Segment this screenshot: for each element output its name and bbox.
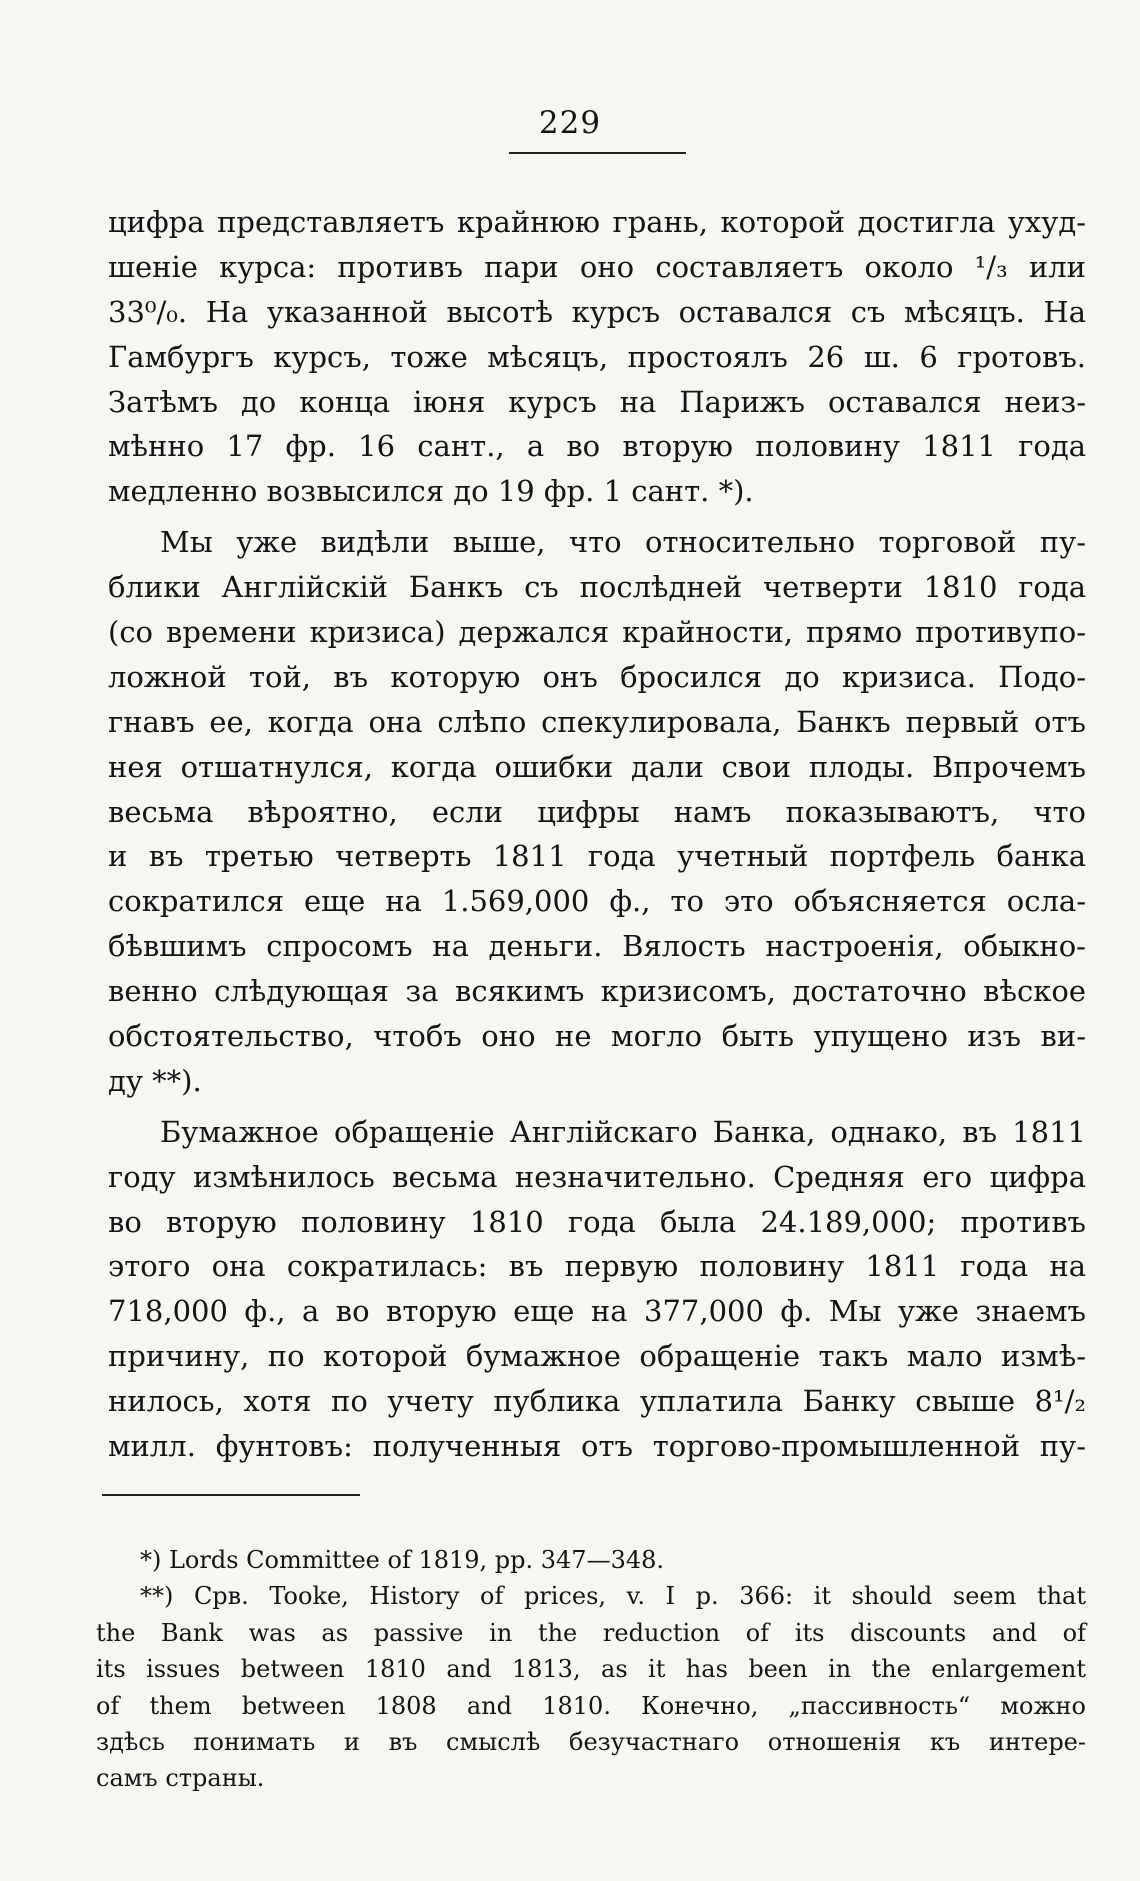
- text-line: ду **).: [108, 1063, 202, 1098]
- footnote-line: здѣсь понимать и въ смыслѣ безучастнаго отношенія къ интере-: [96, 1727, 1086, 1756]
- text-line: 33⁰/₀. На указанной высотѣ курсъ оставался съ мѣсяцъ. На: [108, 294, 1086, 329]
- text-line: 718,000 ф., а во вторую еще на 377,000 ф. Мы уже знаемъ: [108, 1294, 1086, 1329]
- footnote-line: *) Lords Committee of 1819, pp. 347—348.: [140, 1546, 665, 1574]
- text-line: году измѣнилось весьма незначительно. Средняя его цифра: [108, 1159, 1086, 1194]
- footnote-line: самъ страны.: [96, 1764, 265, 1793]
- footnote-line: the Bank was as passive in the reduction of its discounts and of: [96, 1618, 1086, 1647]
- text-line: шеніе курса: противъ пари оно составляетъ около ¹/₃ или: [108, 249, 1086, 284]
- text-line: и въ третью четверть 1811 года учетный портфель банка: [108, 839, 1086, 874]
- main-text: [108, 200, 1086, 1469]
- footnote-line: its issues between 1810 and 1813, as it has been in the enlargement: [96, 1655, 1086, 1684]
- paragraph-3: [108, 1110, 1086, 1469]
- text-line: венно слѣдующая за всякимъ кризисомъ, достаточно вѣское: [108, 974, 1086, 1009]
- footnote-2: [96, 1578, 1086, 1796]
- text-line: гнавъ ее, когда она слѣпо спекулировала, Банкъ первый отъ: [108, 704, 1086, 739]
- text-line: милл. фунтовъ: полученныя отъ торгово-промышленной пу-: [108, 1429, 1086, 1464]
- text-line: Гамбургъ курсъ, тоже мѣсяцъ, простоялъ 26 ш. 6 гротовъ.: [108, 339, 1086, 374]
- text-line: мѣнно 17 фр. 16 сант., а во вторую половину 1811 года: [108, 429, 1086, 464]
- text-line: (со времени кризиса) держался крайности, прямо противупо-: [108, 615, 1086, 650]
- paragraph-2: [108, 520, 1086, 1104]
- footnotes: [96, 1542, 1086, 1797]
- footnote-separator: [102, 1494, 360, 1496]
- text-line: ложной той, въ которую онъ бросился до кризиса. Подо-: [108, 659, 1086, 694]
- header-rule: [509, 152, 686, 154]
- footnote-line: **) Срв. Tooke, History of prices, v. I p. 366: it should seem that: [140, 1582, 1086, 1611]
- text-line: нея отшатнулся, когда ошибки дали свои плоды. Впрочемъ: [108, 749, 1086, 784]
- text-line: цифра представляетъ крайнюю грань, которой достигла ухуд-: [108, 205, 1086, 239]
- text-line: Мы уже видѣли выше, что относительно торговой пу-: [160, 525, 1086, 560]
- text-line: медленно возвысился до 19 фр. 1 сант. *).: [108, 474, 754, 509]
- text-line: блики Англійскій Банкъ съ послѣдней четверти 1810 года: [108, 570, 1086, 605]
- text-line: Затѣмъ до конца іюня курсъ на Парижъ оставался неиз-: [108, 384, 1086, 419]
- text-line: Бумажное обращеніе Англійскаго Банка, однако, въ 1811: [160, 1114, 1086, 1149]
- footnote-line: of them between 1808 and 1810. Конечно, „пассивность“ можно: [96, 1691, 1086, 1720]
- text-line: обстоятельство, чтобъ оно не могло быть упущено изъ ви-: [108, 1019, 1086, 1054]
- page-number: 229: [538, 105, 602, 141]
- text-line: бѣвшимъ спросомъ на деньги. Вялость настроенія, обыкно-: [108, 929, 1086, 964]
- text-line: сократился еще на 1.569,000 ф., то это объясняется осла-: [108, 884, 1086, 919]
- paragraph-1: [108, 200, 1086, 514]
- text-line: причину, по которой бумажное обращеніе такъ мало измѣ-: [108, 1339, 1086, 1374]
- text-line: этого она сократилась: въ первую половину 1811 года на: [108, 1249, 1086, 1284]
- text-line: нилось, хотя по учету публика уплатила Банку свыше 8¹/₂: [108, 1384, 1086, 1419]
- text-line: во вторую половину 1810 года была 24.189,000; противъ: [108, 1204, 1086, 1239]
- text-line: весьма вѣроятно, если цифры намъ показываютъ, что: [108, 794, 1086, 829]
- footnote-1: [96, 1542, 1086, 1578]
